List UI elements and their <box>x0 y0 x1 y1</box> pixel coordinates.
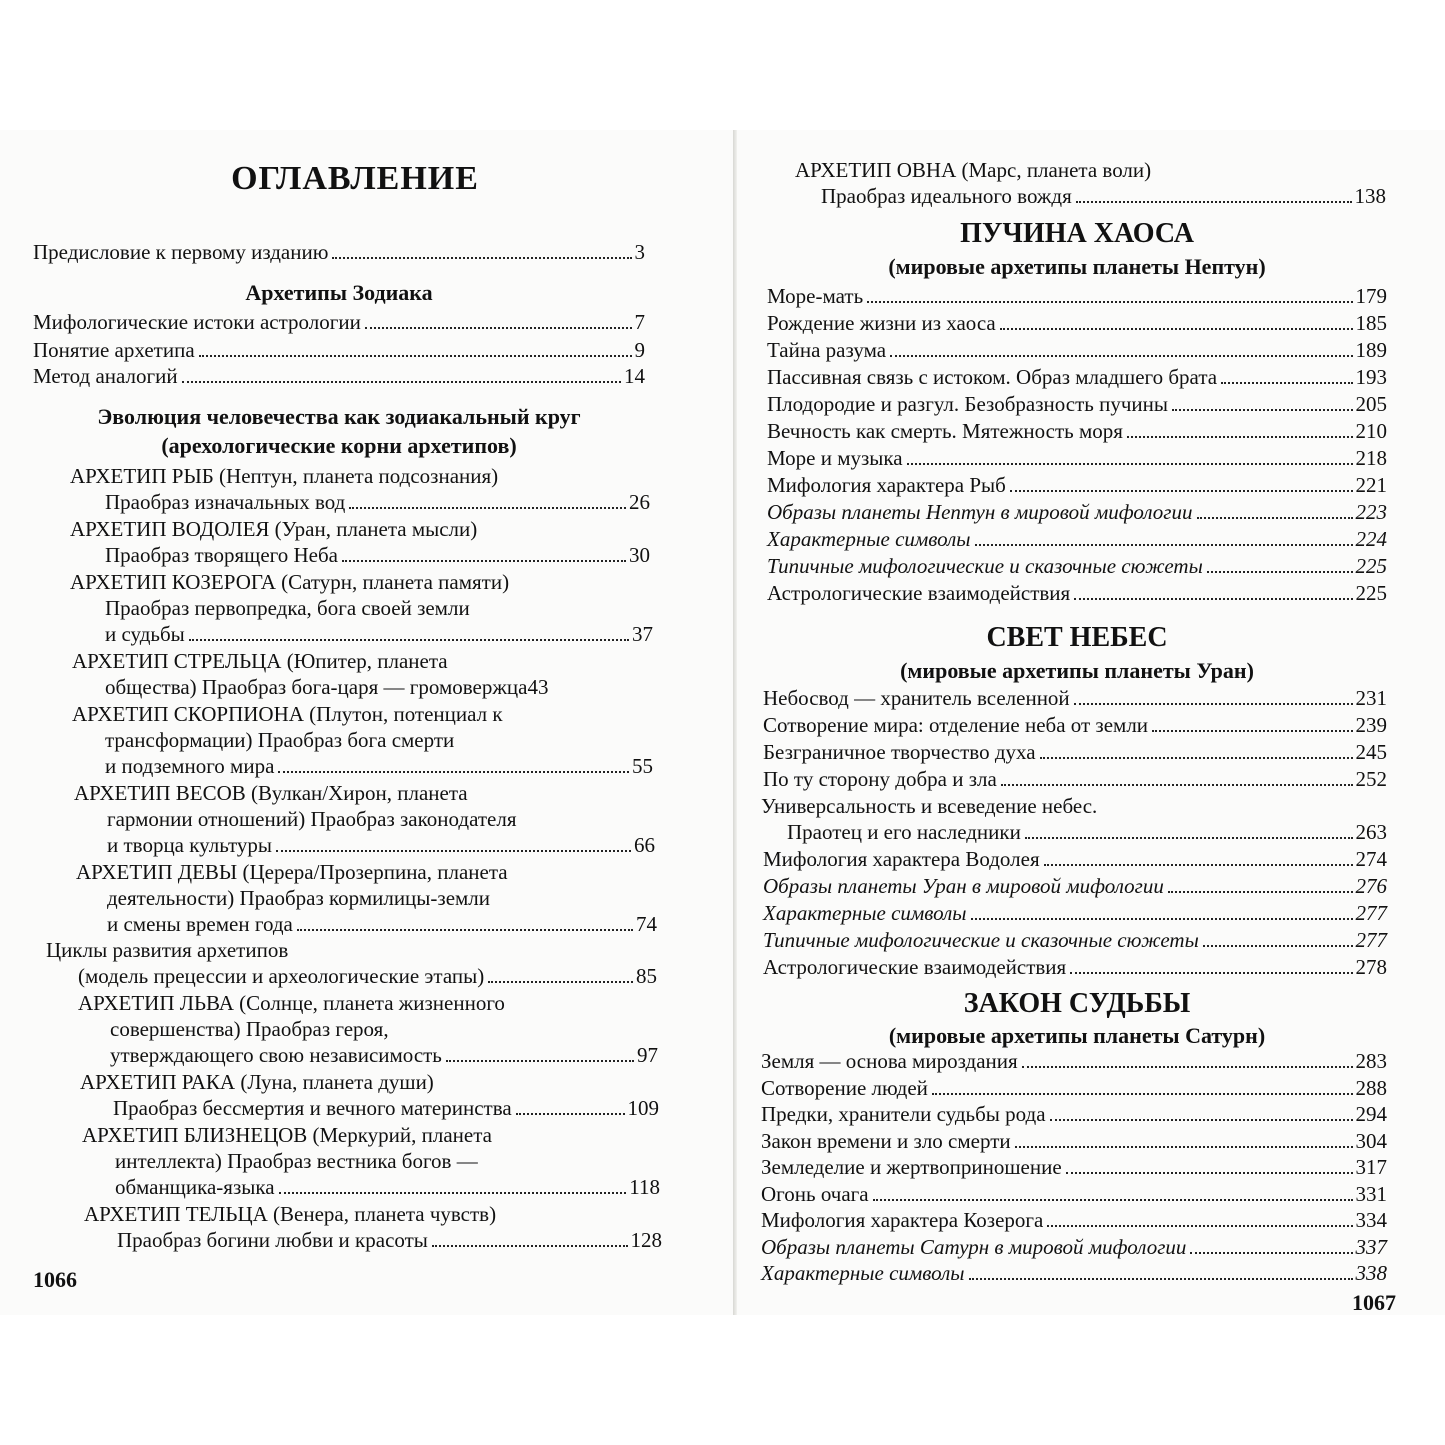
archetype-heading: АРХЕТИП РАКА (Луна, планета души) <box>80 1070 434 1094</box>
toc-entry: Рождение жизни из хаоса 185 <box>767 311 1387 335</box>
toc-entry: и творца культуры 66 <box>107 833 655 857</box>
page-number: 1067 <box>1352 1290 1396 1315</box>
toc-entry: Праобраз бессмертия и вечного материнства 109 <box>113 1096 659 1120</box>
toc-entry: Сотворение людей 288 <box>761 1075 1387 1100</box>
archetype-heading: АРХЕТИП СТРЕЛЬЦА (Юпитер, планета <box>72 649 448 673</box>
toc-entry: Земля — основа мироздания 283 <box>761 1049 1387 1073</box>
toc-entry: Пассивная связь с истоком. Образ младшего брата 193 <box>767 365 1387 389</box>
toc-entry: Праотец и его наследники 263 <box>787 820 1387 844</box>
toc-entry: Небосвод — хранитель вселенной 231 <box>763 686 1387 710</box>
section-subtitle: (мировые архетипы планеты Уран) <box>900 658 1254 683</box>
toc-entry: Праобраз богини любви и красоты 128 <box>117 1228 662 1252</box>
archetype-line: Праобраз первопредка, бога своей земли <box>105 596 470 620</box>
archetype-line: гармонии отношений) Праобраз законодателя <box>107 807 517 831</box>
archetype-heading: АРХЕТИП ДЕВЫ (Церера/Прозерпина, планета <box>76 860 508 884</box>
toc-entry: Плодородие и разгул. Безобразность пучины 205 <box>767 392 1387 416</box>
toc-entry: Мифология характера Водолея 274 <box>763 847 1387 871</box>
toc-entry: Типичные мифологические и сказочные сюжеты 277 <box>763 928 1387 952</box>
toc-entry: Мифология характера Козерога 334 <box>761 1208 1387 1232</box>
toc-entry: Понятие архетипа 9 <box>33 338 645 362</box>
toc-entry: Закон времени и зло смерти 304 <box>761 1128 1387 1153</box>
toc-entry: Астрологические взаимодействия 225 <box>767 581 1387 605</box>
toc-entry: Тайна разума 189 <box>767 338 1387 362</box>
toc-entry: и подземного мира 55 <box>105 754 653 778</box>
section-title: ЗАКОН СУДЬБЫ <box>963 988 1191 1019</box>
archetype-heading: АРХЕТИП КОЗЕРОГА (Сатурн, планета памяти) <box>70 570 510 594</box>
toc-entry: Характерные символы 338 <box>761 1261 1387 1285</box>
toc-entry: Праобраз идеального вождя 138 <box>821 184 1386 208</box>
toc-entry: Астрологические взаимодействия 278 <box>763 955 1387 979</box>
section-heading: Эволюция человечества как зодиакальный круг <box>97 404 581 429</box>
archetype-heading: АРХЕТИП ВЕСОВ (Вулкан/Хирон, планета <box>74 781 468 805</box>
section-subtitle: (мировые архетипы планеты Нептун) <box>888 254 1266 279</box>
toc-entry: обманщика-языка 118 <box>115 1175 660 1199</box>
section-subheading: (арехологические корни архетипов) <box>161 433 517 458</box>
toc-entry: Образы планеты Уран в мировой мифологии 276 <box>763 874 1387 898</box>
toc-entry: Мифология характера Рыб 221 <box>767 473 1387 497</box>
toc-entry: Образы планеты Нептун в мировой мифологии 223 <box>767 500 1387 524</box>
archetype-heading: АРХЕТИП ТЕЛЬЦА (Венера, планета чувств) <box>84 1202 497 1226</box>
page-number: 1066 <box>33 1267 77 1292</box>
toc-entry: По ту сторону добра и зла 252 <box>763 767 1387 791</box>
toc-entry: Предки, хранители судьбы рода 294 <box>761 1102 1387 1126</box>
toc-entry: Праобраз изначальных вод 26 <box>105 490 650 514</box>
archetype-heading: АРХЕТИП ЛЬВА (Солнце, планета жизненного <box>78 991 505 1015</box>
toc-line: Универсальность и всеведение небес. <box>761 794 1098 818</box>
archetype-heading: АРХЕТИП ВОДОЛЕЯ (Уран, планета мысли) <box>70 517 478 541</box>
section-heading: Архетипы Зодиака <box>245 280 433 305</box>
archetype-heading: АРХЕТИП СКОРПИОНА (Плутон, потенциал к <box>72 702 503 726</box>
toc-entry: и смены времен года 74 <box>107 912 657 936</box>
toc-entry: Безграничное творчество духа 245 <box>763 740 1387 764</box>
toc-entry: Мифологические истоки астрологии 7 <box>33 310 645 334</box>
archetype-line: деятельности) Праобраз кормилицы-земли <box>107 886 491 910</box>
toc-entry: утверждающего свою независимость 97 <box>110 1043 658 1067</box>
archetype-heading: АРХЕТИП БЛИЗНЕЦОВ (Меркурий, планета <box>82 1123 492 1147</box>
toc-entry: (модель прецессии и археологические этапы) 85 <box>78 964 657 988</box>
toc-entry: Образы планеты Сатурн в мировой мифологии 337 <box>761 1234 1387 1259</box>
toc-entry: Метод аналогий 14 <box>33 364 645 388</box>
toc-entry: общества) Праобраз бога-царя — громовержца 43 <box>105 675 549 699</box>
toc-entry: Огонь очага 331 <box>761 1181 1387 1206</box>
toc-entry: Предисловие к первому изданию 3 <box>33 240 645 264</box>
toc-entry: Типичные мифологические и сказочные сюжеты 225 <box>767 554 1387 578</box>
toc-entry: и судьбы 37 <box>105 622 653 646</box>
archetype-line: интеллекта) Праобраз вестника богов — <box>115 1149 478 1173</box>
toc-entry: Море-мать 179 <box>767 284 1387 308</box>
toc-entry: Праобраз творящего Неба 30 <box>105 543 650 567</box>
toc-entry: Характерные символы 277 <box>763 901 1387 925</box>
archetype-line: трансформации) Праобраз бога смерти <box>105 728 455 752</box>
toc-entry: Сотворение мира: отделение неба от земли 239 <box>763 713 1387 737</box>
archetype-heading: АРХЕТИП РЫБ (Нептун, планета подсознания) <box>70 464 499 488</box>
archetype-heading: АРХЕТИП ОВНА (Марс, планета воли) <box>795 158 1152 182</box>
section-subtitle: (мировые архетипы планеты Сатурн) <box>888 1023 1266 1048</box>
toc-entry: Вечность как смерть. Мятежность моря 210 <box>767 419 1387 443</box>
toc-entry: Земледелие и жертвоприношение 317 <box>761 1155 1387 1179</box>
toc-line: Циклы развития архетипов <box>46 938 289 962</box>
section-title: СВЕТ НЕБЕС <box>986 622 1168 653</box>
archetype-line: совершенства) Праобраз героя, <box>110 1017 389 1041</box>
section-title: ПУЧИНА ХАОСА <box>960 218 1194 249</box>
left-page <box>0 130 733 1315</box>
toc-title: ОГЛАВЛЕНИЕ <box>231 160 479 197</box>
right-page <box>737 130 1445 1315</box>
toc-entry: Море и музыка 218 <box>767 446 1387 470</box>
toc-entry: Характерные символы 224 <box>767 527 1387 551</box>
